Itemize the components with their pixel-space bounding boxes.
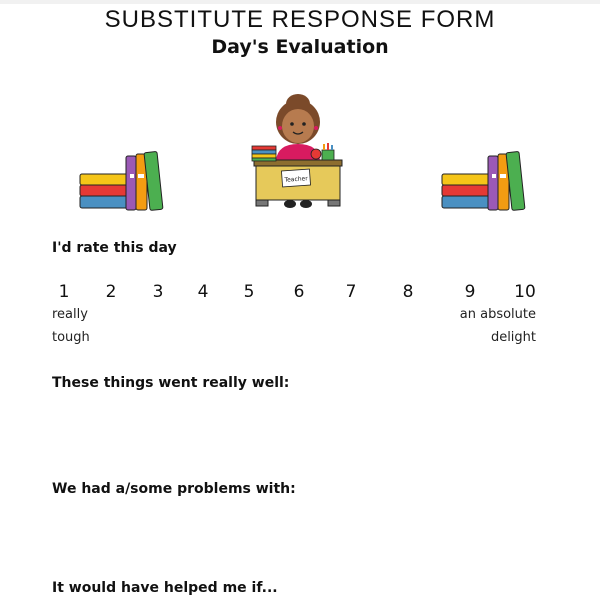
rating-option-6[interactable]: 6 — [293, 282, 305, 302]
rating-option-5[interactable]: 5 — [243, 282, 255, 302]
rating-option-1[interactable]: 1 — [58, 282, 70, 302]
rating-option-2[interactable]: 2 — [105, 282, 117, 302]
rating-option-8[interactable]: 8 — [402, 282, 414, 302]
top-border — [0, 0, 600, 4]
high-anchor-line1: an absolute — [459, 307, 536, 322]
rating-option-10[interactable]: 10 — [514, 282, 536, 302]
rating-option-4[interactable]: 4 — [197, 282, 209, 302]
form-title: SUBSTITUTE RESPONSE FORM — [104, 6, 496, 33]
helped-heading: It would have helped me if... — [52, 580, 278, 596]
desk-sign-label: Teacher — [284, 175, 308, 184]
high-anchor-line2: delight — [490, 330, 536, 345]
books-left-icon — [78, 150, 178, 216]
problems-heading: We had a/some problems with: — [52, 481, 296, 497]
rating-option-7[interactable]: 7 — [345, 282, 357, 302]
form-subtitle: Day's Evaluation — [211, 36, 389, 58]
teacher-at-desk-icon — [248, 88, 348, 212]
rating-option-3[interactable]: 3 — [152, 282, 164, 302]
rating-prompt: I'd rate this day — [52, 240, 177, 256]
low-anchor-line1: really — [52, 307, 88, 322]
low-anchor-line2: tough — [52, 330, 90, 345]
went-well-heading: These things went really well: — [52, 375, 290, 391]
books-right-icon — [440, 150, 540, 216]
rating-option-9[interactable]: 9 — [464, 282, 476, 302]
